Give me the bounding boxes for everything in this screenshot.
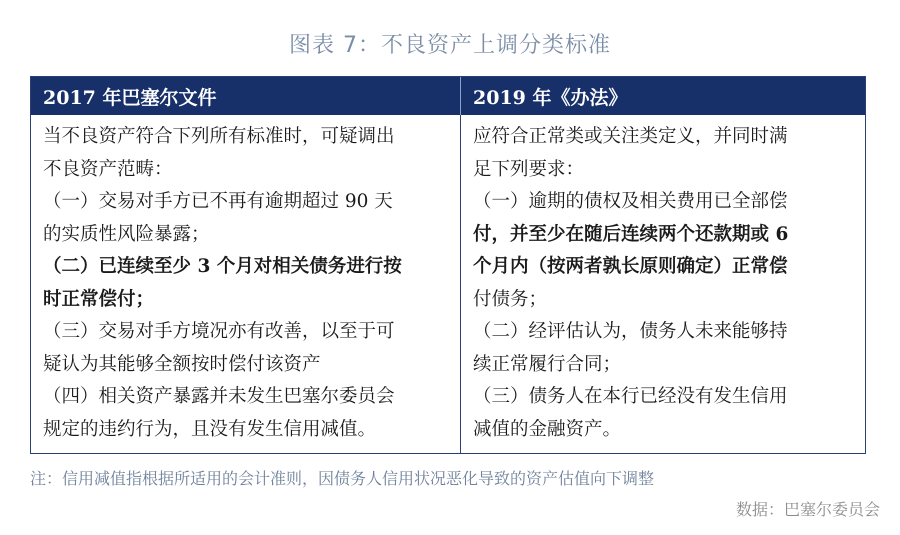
- criteria-line: （一）逾期的债权及相关费用已全部偿: [473, 191, 788, 212]
- criteria-line: （一）交易对手方已不再有逾期超过 90 天: [43, 191, 393, 212]
- criteria-line: 应符合正常类或关注类定义，并同时满: [473, 126, 788, 147]
- header-2019-measures: 2019 年《办法》: [473, 86, 628, 109]
- basel-criteria-column: [31, 115, 461, 453]
- figure-title: 图表 7：不良资产上调分类标准: [289, 33, 611, 58]
- criteria-line: （二）经评估认为，债务人未来能够持: [473, 321, 788, 342]
- criteria-line: （三）债务人在本行已经没有发生信用: [473, 386, 788, 407]
- criteria-line: （二）已连续至少 3 个月对相关债务进行按: [43, 256, 402, 277]
- criteria-line: 足下列要求：: [473, 158, 585, 180]
- criteria-line: （三）交易对手方境况亦有改善，以至于可: [43, 321, 395, 342]
- criteria-line: 时正常偿付；: [43, 288, 155, 310]
- criteria-line: （四）相关资产暴露并未发生巴塞尔委员会: [43, 386, 395, 407]
- criteria-line: 付，并至少在随后连续两个还款期或 6: [473, 223, 789, 245]
- comparison-table: [30, 76, 866, 454]
- criteria-line: 的实质性风险暴露；: [43, 223, 210, 245]
- criteria-line: 个月内（按两者孰长原则确定）正常偿: [473, 256, 788, 277]
- criteria-line: 减值的金融资产。: [473, 418, 622, 440]
- criteria-line: 规定的违约行为，且没有发生信用减值。: [43, 418, 377, 440]
- header-2017-basel: 2017 年巴塞尔文件: [31, 77, 461, 115]
- source-label: 数据：巴塞尔委员会: [735, 500, 880, 519]
- criteria-line: 续正常履行合同；: [473, 353, 622, 375]
- table-header: [31, 77, 865, 115]
- footnote: 注：信用减值指根据所适用的会计准则，因债务人信用状况恶化导致的资产估值向下调整: [30, 469, 655, 488]
- criteria-line: 不良资产范畴：: [43, 158, 173, 180]
- table-body: [31, 115, 865, 453]
- criteria-line: 当不良资产符合下列所有标准时，可疑调出: [43, 126, 395, 147]
- measures-criteria-column: [461, 115, 865, 453]
- criteria-line: 疑认为其能够全额按时偿付该资产: [43, 353, 321, 375]
- criteria-line: 付债务；: [473, 288, 548, 310]
